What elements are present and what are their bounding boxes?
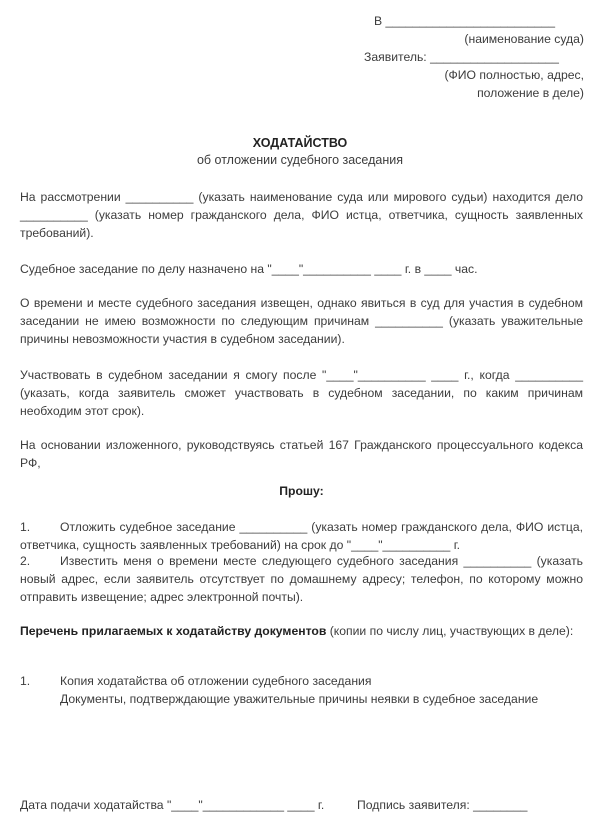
attachment-item <box>20 672 583 690</box>
document-title: ХОДАТАЙСТВО <box>252 136 348 150</box>
applicant-line: Заявитель: ___________________ <box>364 50 559 64</box>
attachments-heading-bold: Перечень прилагаемых к ходатайству документов <box>20 624 327 638</box>
attachment-number <box>20 690 60 708</box>
filing-date: Дата подачи ходатайства "____"____________ ____ г. <box>20 798 325 812</box>
applicant-signature: Подпись заявителя: ________ <box>357 798 528 812</box>
paragraph-legal-basis: На основании изложенного, руководствуясь статьей 167 Гражданского процессуального кодекса РФ, <box>20 438 583 470</box>
attachments-heading-rest: (копии по числу лиц, участвующих в деле): <box>326 624 574 638</box>
request-heading: Прошу: <box>279 484 324 498</box>
request-text: Известить меня о времени месте следующего судебного заседания __________ (указать новый адрес, если заявитель отсутствует по домашнему адресу; телефон, по которому можно отправить извещение; адрес электронной почты). <box>20 554 583 604</box>
applicant-hint-1: (ФИО полностью, адрес, <box>444 68 584 82</box>
paragraph-reasons: О времени и месте судебного заседания извещен, однако явиться в суд для участия в судебном заседании не имею возможности по следующим причинам __________ (указать уважительные причины невозможности участия в судебном заседании). <box>20 296 583 346</box>
request-number: 2. <box>20 554 31 568</box>
attachment-item <box>20 690 583 708</box>
paragraph-availability: Участвовать в судебном заседании я смогу после "____"__________ ____ г., когда __________ (указать, когда заявитель сможет участвовать в судебном заседании, по каким причинам необходим этот срок). <box>20 368 583 418</box>
attachment-text: Документы, подтверждающие уважительные причины неявки в судебное заседание <box>60 692 539 706</box>
document-header <box>364 12 584 102</box>
request-item <box>20 552 583 606</box>
court-line: В _________________________ <box>374 14 555 28</box>
document-subtitle: об отложении судебного заседания <box>196 153 404 167</box>
paragraph-case: На рассмотрении __________ (указать наименование суда или мирового судьи) находится дело __________ (указать номер гражданского дела, ФИО истца, ответчика, сущность заявленных требований). <box>20 190 583 240</box>
attachment-number: 1. <box>20 674 31 688</box>
attachments-heading <box>20 622 583 640</box>
court-hint: (наименование суда) <box>464 32 584 46</box>
applicant-hint-2: положение в деле) <box>477 86 584 100</box>
attachment-text: Копия ходатайства об отложении судебного заседания <box>60 674 372 688</box>
request-text: Отложить судебное заседание __________ (указать номер гражданского дела, ФИО истца, ответчика, сущность заявленных требований) на срок до "____"__________ г. <box>20 520 583 552</box>
paragraph-hearing-date: Судебное заседание по делу назначено на "____"__________ ____ г. в ____ час. <box>20 262 478 276</box>
request-item <box>20 518 583 554</box>
request-number: 1. <box>20 520 31 534</box>
